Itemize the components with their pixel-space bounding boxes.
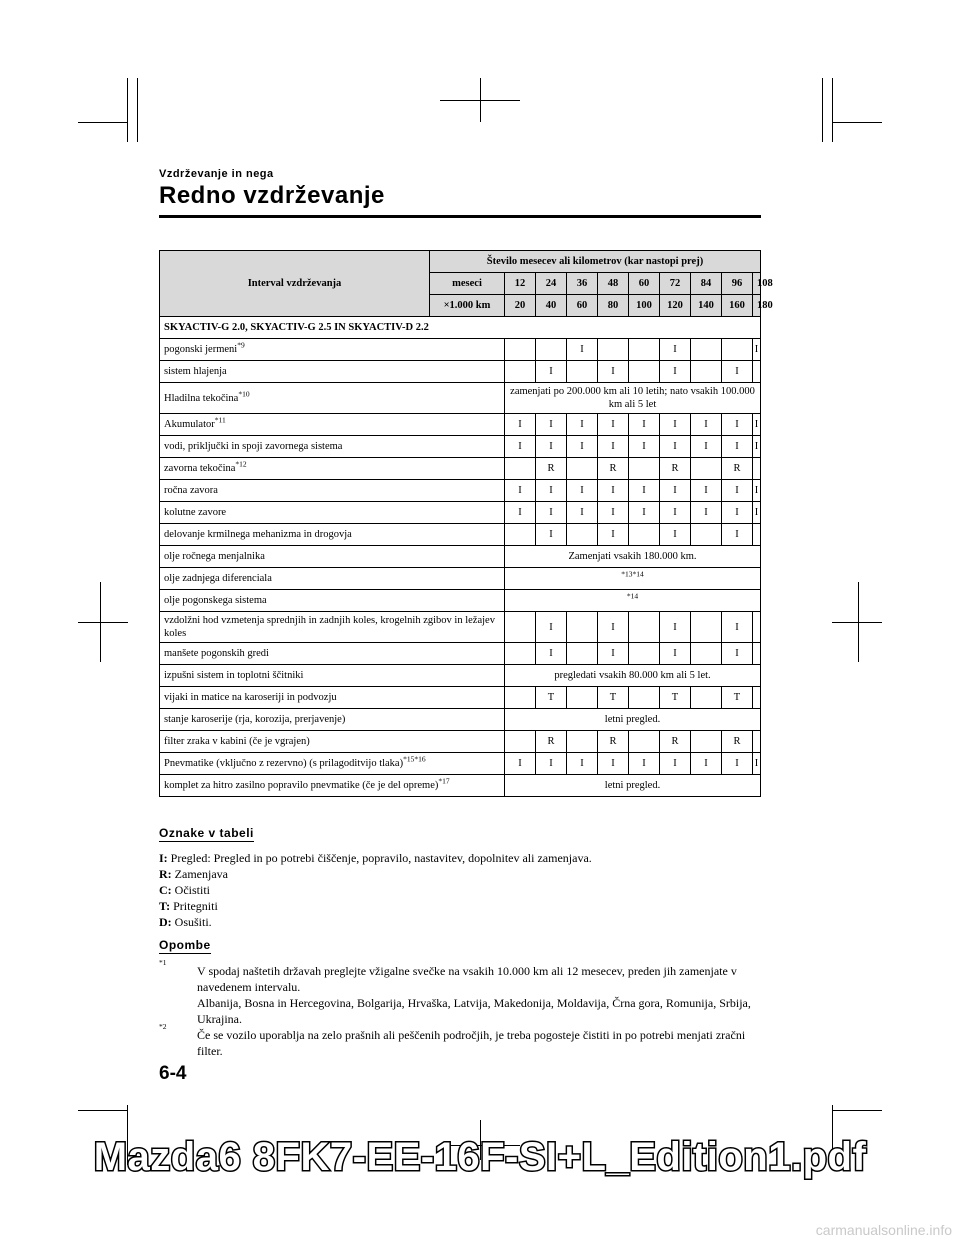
months-value: 108: [753, 273, 761, 295]
row-label: [160, 753, 505, 775]
schedule-cell: [691, 687, 722, 709]
table-row: [160, 458, 761, 480]
schedule-cell: [505, 339, 536, 361]
table-row: [160, 709, 761, 731]
schedule-cell: I: [567, 480, 598, 502]
schedule-cell: I: [660, 339, 691, 361]
schedule-cell: I: [505, 436, 536, 458]
schedule-cell: I: [629, 436, 660, 458]
schedule-cell: [567, 687, 598, 709]
schedule-cell: R: [660, 458, 691, 480]
schedule-cell: I: [691, 753, 722, 775]
schedule-cell: T: [536, 687, 567, 709]
schedule-cell: I: [722, 361, 753, 383]
schedule-cell: [536, 339, 567, 361]
schedule-cell: [567, 524, 598, 546]
schedule-cell: I: [691, 480, 722, 502]
schedule-cell: [629, 731, 660, 753]
row-label: [160, 458, 505, 480]
row-label-text: olje ročnega menjalnika: [164, 551, 265, 562]
schedule-cell: I: [753, 414, 761, 436]
schedule-span: [505, 590, 761, 612]
schedule-cell: T: [722, 687, 753, 709]
schedule-cell: [691, 339, 722, 361]
schedule-cell: I: [536, 414, 567, 436]
row-label: [160, 502, 505, 524]
legend-key: D:: [159, 915, 172, 929]
schedule-cell: [753, 361, 761, 383]
row-label-text: manšete pogonskih gredi: [164, 648, 269, 659]
notes-list: [159, 958, 764, 1059]
legend-text: Pritegniti: [170, 899, 218, 913]
schedule-cell: I: [660, 524, 691, 546]
schedule-cell: I: [722, 643, 753, 665]
schedule-cell: I: [722, 502, 753, 524]
legend-key: I:: [159, 851, 168, 865]
row-label: [160, 687, 505, 709]
schedule-cell: I: [536, 480, 567, 502]
table-row: [160, 524, 761, 546]
schedule-cell: [691, 458, 722, 480]
legend-item: [159, 882, 592, 898]
schedule-cell: I: [536, 436, 567, 458]
row-label: [160, 480, 505, 502]
schedule-cell: [691, 731, 722, 753]
schedule-cell: I: [598, 436, 629, 458]
legend-text: Osušiti.: [171, 915, 212, 929]
row-label-text: olje pogonskega sistema: [164, 595, 267, 606]
months-value: 60: [629, 273, 660, 295]
schedule-cell: [629, 612, 660, 643]
schedule-cell: I: [722, 612, 753, 643]
table-row: [160, 612, 761, 643]
schedule-cell: I: [598, 502, 629, 524]
schedule-cell: I: [598, 361, 629, 383]
row-label: [160, 361, 505, 383]
schedule-cell: I: [598, 643, 629, 665]
schedule-cell: [629, 643, 660, 665]
schedule-cell: I: [722, 414, 753, 436]
schedule-cell: I: [722, 524, 753, 546]
title-rule: [159, 215, 761, 218]
schedule-cell: [505, 643, 536, 665]
row-label-text: vodi, priključki in spoji zavornega sistema: [164, 441, 343, 452]
row-label-text: Pnevmatike (vključno z rezervno) (s prilagoditvijo tlaka): [164, 758, 404, 769]
row-label: [160, 775, 505, 797]
months-label: meseci: [430, 273, 505, 295]
schedule-cell: I: [536, 502, 567, 524]
row-label: [160, 731, 505, 753]
schedule-cell: [753, 458, 761, 480]
schedule-cell: I: [753, 436, 761, 458]
row-label-text: komplet za hitro zasilno popravilo pnevmatike (če je del opreme): [164, 780, 439, 791]
schedule-cell: I: [753, 480, 761, 502]
schedule-cell: [722, 339, 753, 361]
schedule-cell: R: [598, 731, 629, 753]
schedule-cell: I: [536, 612, 567, 643]
row-label-text: vijaki in matice na karoseriji in podvozju: [164, 692, 337, 703]
row-label-text: kolutne zavore: [164, 507, 227, 518]
table-row: [160, 383, 761, 414]
schedule-cell: I: [629, 480, 660, 502]
legend-key: T:: [159, 899, 171, 913]
row-label-text: vzdolžni hod vzmetenja sprednjih in zadnjih koles, krogelnih zgibov in ležajev koles: [164, 615, 495, 639]
schedule-cell: I: [691, 414, 722, 436]
schedule-cell: [567, 643, 598, 665]
note-line: Albanija, Bosna in Hercegovina, Bolgarija, Hrvaška, Latvija, Makedonija, Moldavija, Črna gora, Romunija, Srbija, Ukrajina.: [197, 996, 751, 1026]
row-label-text: ročna zavora: [164, 485, 218, 496]
schedule-cell: [753, 687, 761, 709]
schedule-cell: T: [598, 687, 629, 709]
legend-heading: Oznake v tabeli: [159, 826, 254, 840]
km-value: 40: [536, 295, 567, 317]
schedule-cell: [505, 458, 536, 480]
page-number: 6-4: [159, 1063, 187, 1084]
maintenance-table: [159, 250, 773, 797]
table-caption: Število mesecev ali kilometrov (kar nastopi prej): [430, 251, 761, 273]
row-label-text: filter zraka v kabini (če je vgrajen): [164, 736, 310, 747]
months-value: 12: [505, 273, 536, 295]
row-label-text: Hladilna tekočina: [164, 392, 239, 404]
schedule-cell: [753, 524, 761, 546]
schedule-span: pregledati vsakih 80.000 km ali 5 let.: [505, 665, 761, 687]
row-label: [160, 546, 505, 568]
months-value: 48: [598, 273, 629, 295]
schedule-cell: [598, 339, 629, 361]
schedule-cell: I: [598, 414, 629, 436]
legend-key: R:: [159, 867, 172, 881]
schedule-cell: I: [660, 502, 691, 524]
table-row: [160, 502, 761, 524]
schedule-cell: I: [660, 436, 691, 458]
schedule-cell: R: [722, 458, 753, 480]
schedule-cell: R: [598, 458, 629, 480]
schedule-cell: R: [660, 731, 691, 753]
schedule-cell: R: [536, 731, 567, 753]
legend-text: Pregled: Pregled in po potrebi čiščenje, popravilo, nastavitev, dopolnitev ali zamenjava.: [167, 851, 592, 865]
table-row: [160, 480, 761, 502]
site-watermark: carmanualsonline.info: [815, 1222, 952, 1238]
legend-item: [159, 898, 592, 914]
months-value: 36: [567, 273, 598, 295]
legend-item: [159, 914, 592, 930]
table-row: [160, 665, 761, 687]
schedule-cell: [505, 687, 536, 709]
schedule-cell: I: [567, 436, 598, 458]
km-value: 180: [753, 295, 761, 317]
km-value: 100: [629, 295, 660, 317]
months-value: 24: [536, 273, 567, 295]
schedule-span: Zamenjati vsakih 180.000 km.: [505, 546, 761, 568]
legend: [159, 826, 592, 930]
notes: [159, 938, 764, 1059]
schedule-cell: [505, 731, 536, 753]
schedule-cell: I: [753, 502, 761, 524]
row-label: [160, 339, 505, 361]
schedule-cell: [629, 361, 660, 383]
footnote-ref: *15*16: [403, 754, 426, 764]
schedule-cell: I: [505, 480, 536, 502]
schedule-span: letni pregled.: [505, 709, 761, 731]
legend-item: [159, 866, 592, 882]
schedule-cell: [691, 643, 722, 665]
schedule-cell: I: [691, 502, 722, 524]
schedule-cell: [629, 339, 660, 361]
row-label-text: delovanje krmilnega mehanizma in drogovja: [164, 529, 352, 540]
schedule-span: zamenjati po 200.000 km ali 10 letih; nato vsakih 100.000 km ali 5 let: [505, 383, 761, 414]
notes-heading: Opombe: [159, 938, 211, 952]
km-value: 20: [505, 295, 536, 317]
row-label: [160, 643, 505, 665]
row-label: [160, 383, 505, 414]
schedule-cell: I: [722, 480, 753, 502]
schedule-cell: T: [660, 687, 691, 709]
interval-header: Interval vzdrževanja: [160, 251, 430, 317]
schedule-cell: [753, 612, 761, 643]
table-row: [160, 414, 761, 436]
watermark-filename: Mazda6 8FK7-EE-16F-SI+L_Edition1.pdf: [93, 1135, 867, 1179]
schedule-cell: I: [691, 436, 722, 458]
footnote-ref: *14: [626, 591, 639, 601]
schedule-cell: I: [753, 753, 761, 775]
schedule-cell: [629, 687, 660, 709]
note-item: *1 V spodaj naštetih državah preglejte vžigalne svečke na vsakih 10.000 km ali 12 mesecev, preden jih zamenjate v navedenem intervalu. Albanija, Bosna in Hercegovina, Bolgarija, Hrvaška, Latvija, Makedonija, Moldavija, Črna gora, Romunija, Srbija, Ukrajina.: [159, 963, 764, 1027]
row-label-text: pogonski jermeni: [164, 344, 238, 355]
schedule-cell: [629, 524, 660, 546]
schedule-cell: [505, 361, 536, 383]
schedule-cell: I: [567, 339, 598, 361]
schedule-cell: [753, 731, 761, 753]
schedule-cell: I: [660, 414, 691, 436]
table-row: [160, 546, 761, 568]
row-label-text: zavorna tekočina: [164, 463, 236, 474]
schedule-cell: I: [629, 753, 660, 775]
schedule-cell: I: [567, 502, 598, 524]
schedule-cell: I: [629, 502, 660, 524]
km-value: 60: [567, 295, 598, 317]
km-label: ×1.000 km: [430, 295, 505, 317]
schedule-span: [505, 568, 761, 590]
row-label-text: olje zadnjega diferenciala: [164, 573, 272, 584]
schedule-cell: I: [660, 480, 691, 502]
row-label-text: stanje karoserije (rja, korozija, prerjavenje): [164, 714, 346, 725]
km-value: 160: [722, 295, 753, 317]
legend-item: [159, 850, 592, 866]
table-row: [160, 568, 761, 590]
row-label: [160, 590, 505, 612]
engine-group-row: SKYACTIV-G 2.0, SKYACTIV-G 2.5 IN SKYACTIV-D 2.2: [160, 317, 761, 339]
table-row: [160, 731, 761, 753]
table-row: [160, 436, 761, 458]
note-line: Če se vozilo uporablja na zelo prašnih ali peščenih področjih, je treba pogosteje čistiti in po potrebi menjati zračni filter.: [197, 1028, 746, 1058]
legend-list: [159, 850, 592, 930]
row-label: [160, 612, 505, 643]
schedule-cell: I: [598, 524, 629, 546]
row-label: [160, 414, 505, 436]
schedule-cell: I: [598, 480, 629, 502]
table-row: [160, 361, 761, 383]
section-label: Vzdrževanje in nega: [159, 168, 274, 180]
schedule-cell: I: [660, 643, 691, 665]
legend-text: Očistiti: [171, 883, 211, 897]
schedule-cell: [567, 612, 598, 643]
km-value: 140: [691, 295, 722, 317]
schedule-cell: I: [505, 753, 536, 775]
schedule-cell: I: [660, 361, 691, 383]
schedule-cell: I: [536, 361, 567, 383]
schedule-cell: [691, 524, 722, 546]
footnote-ref: *12: [235, 459, 247, 469]
footnote-ref: *17: [438, 776, 450, 786]
table-row: [160, 753, 761, 775]
schedule-cell: [629, 458, 660, 480]
schedule-cell: I: [536, 643, 567, 665]
legend-key: C:: [159, 883, 172, 897]
schedule-cell: I: [505, 502, 536, 524]
table-row: [160, 590, 761, 612]
schedule-cell: I: [722, 753, 753, 775]
table-row: [160, 643, 761, 665]
schedule-cell: I: [660, 753, 691, 775]
schedule-cell: I: [753, 339, 761, 361]
km-value: 80: [598, 295, 629, 317]
row-label: [160, 436, 505, 458]
schedule-cell: I: [598, 753, 629, 775]
schedule-cell: [753, 643, 761, 665]
row-label-text: Akumulator: [164, 419, 215, 430]
footnote-ref: *10: [238, 389, 250, 398]
row-label-text: sistem hlajenja: [164, 366, 227, 377]
schedule-cell: [567, 458, 598, 480]
months-value: 96: [722, 273, 753, 295]
schedule-cell: I: [629, 414, 660, 436]
footnote-ref: *11: [214, 415, 226, 425]
schedule-cell: R: [536, 458, 567, 480]
schedule-cell: [567, 361, 598, 383]
schedule-cell: I: [660, 612, 691, 643]
schedule-cell: I: [567, 414, 598, 436]
row-label: [160, 524, 505, 546]
row-label: [160, 665, 505, 687]
schedule-cell: [691, 361, 722, 383]
schedule-cell: I: [567, 753, 598, 775]
months-value: 72: [660, 273, 691, 295]
legend-text: Zamenjava: [171, 867, 228, 881]
table-row: [160, 339, 761, 361]
table-row: [160, 687, 761, 709]
footnote-ref: *9: [237, 340, 245, 350]
row-label: [160, 568, 505, 590]
months-value: 84: [691, 273, 722, 295]
schedule-cell: I: [598, 612, 629, 643]
row-label-text: izpušni sistem in toplotni ščitniki: [164, 670, 304, 681]
row-label: [160, 709, 505, 731]
km-value: 120: [660, 295, 691, 317]
schedule-cell: [505, 524, 536, 546]
table-row: [160, 775, 761, 797]
schedule-cell: I: [722, 436, 753, 458]
schedule-cell: I: [536, 524, 567, 546]
schedule-cell: [505, 612, 536, 643]
schedule-span: letni pregled.: [505, 775, 761, 797]
page-title: Redno vzdrževanje: [159, 182, 385, 209]
schedule-cell: [567, 731, 598, 753]
footnote-ref: *13*14: [621, 569, 644, 579]
schedule-cell: R: [722, 731, 753, 753]
schedule-cell: [691, 612, 722, 643]
note-line: V spodaj naštetih državah preglejte vžigalne svečke na vsakih 10.000 km ali 12 mesecev, preden jih zamenjate v navedenem intervalu.: [197, 964, 737, 994]
note-item: *2 Če se vozilo uporablja na zelo prašnih ali peščenih področjih, je treba pogosteje čistiti in po potrebi menjati zračni filter.: [159, 1027, 764, 1059]
schedule-cell: I: [505, 414, 536, 436]
schedule-cell: I: [536, 753, 567, 775]
